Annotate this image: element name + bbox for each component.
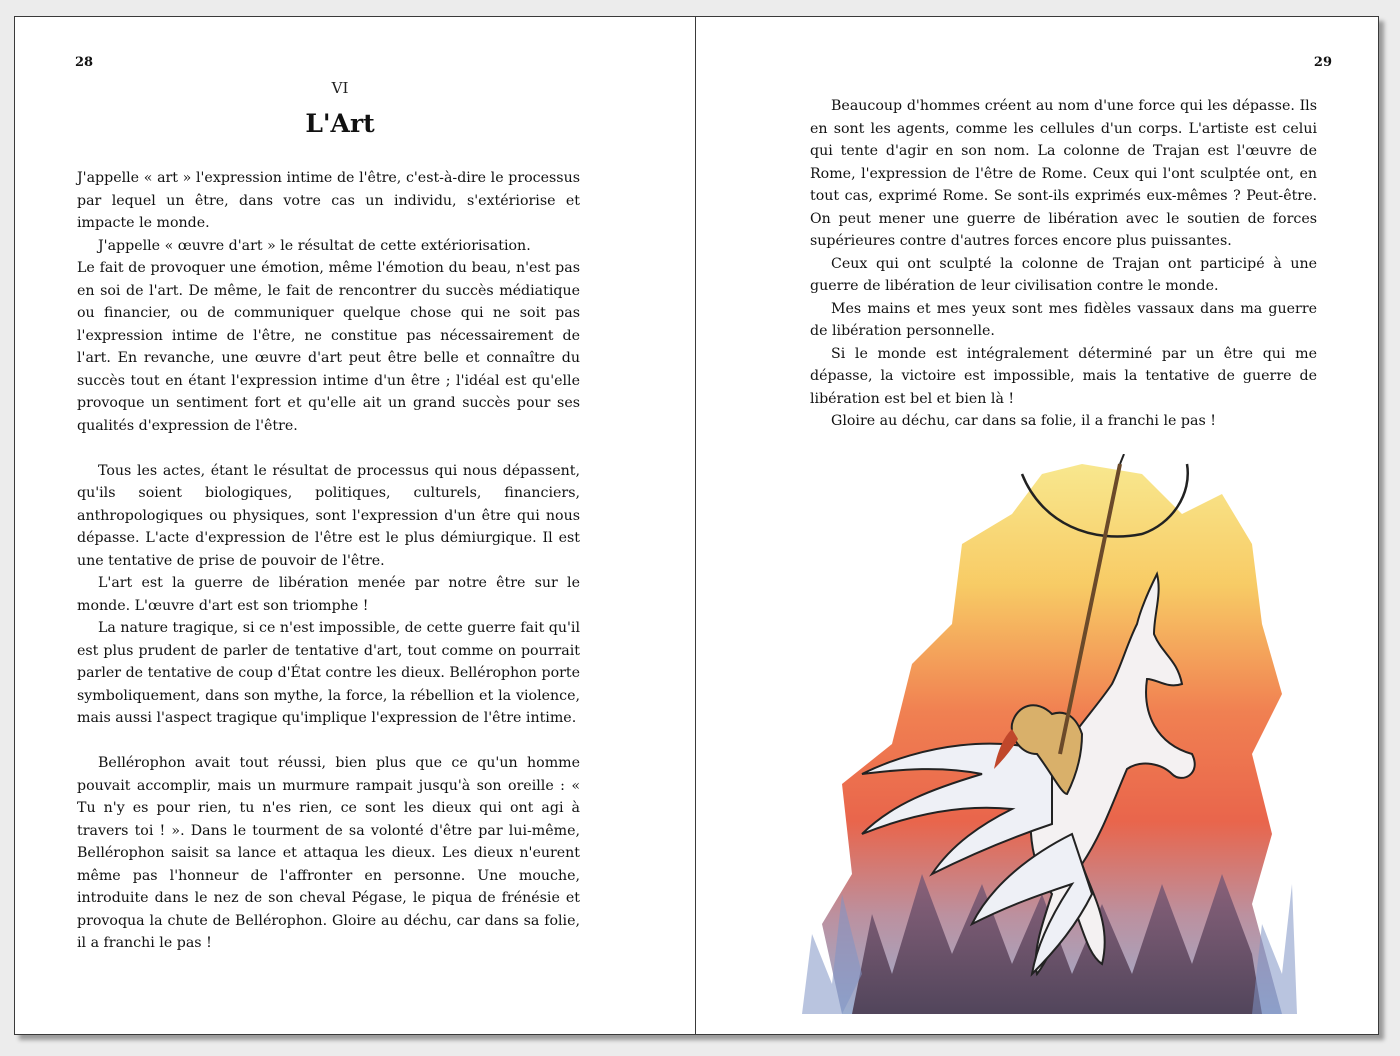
paragraph-gap [77, 437, 580, 460]
book-spread [14, 16, 1379, 1035]
page-number: 28 [75, 55, 94, 70]
right-page [696, 17, 1378, 1034]
paragraph: Gloire au déchu, car dans sa folie, il a franchi le pas ! [831, 413, 1216, 429]
paragraph: Bellérophon avait tout réussi, bien plus que ce qu'un homme pouvait accomplir, mais un murmure rampait jusqu'à son oreille : « Tu n'y es pour rien, tu n'es rien, ce sont les dieux qui ont agi à travers toi ! ». Dans le tourment de sa volonté d'être par lui-même, Bellérophon saisit sa lance et attaqua les dieux. Les dieux n'eurent même pas l'honneur de l'affronter en personne. Une mouche, introduite dans le nez de son cheval Pégase, le piqua de frénésie et provoqua la chute de Bellérophon. Gloire au déchu, car dans sa folie, il a franchi le pas ! [77, 755, 580, 951]
paragraph: Mes mains et mes yeux sont mes fidèles vassaux dans ma guerre de libération personnelle. [810, 300, 1317, 339]
paragraph-gap [77, 730, 580, 753]
chapter-number: VI [331, 79, 349, 97]
paragraph: L'art est la guerre de libération menée par notre être sur le monde. L'œuvre d'art est son triomphe ! [77, 575, 580, 614]
chapter-title: L'Art [305, 109, 375, 138]
paragraph: Beaucoup d'hommes créent au nom d'une force qui les dépasse. Ils en sont les agents, comme les cellules d'un corps. L'artiste est celui qui tente d'agir en son nom. La colonne de Trajan est l'œuvre de Rome, l'expression de l'être de Rome. Ceux qui l'ont sculptée ont, en tout cas, exprimé Rome. Se sont-ils exprimés eux-mêmes ? Peut-être. On peut mener une guerre de libération avec le soutien de forces supérieures contre d'autres forces encore plus puissantes. [810, 98, 1317, 249]
paragraph: Ceux qui ont sculpté la colonne de Trajan ont participé à une guerre de libération de leur civilisation contre le monde. [810, 255, 1317, 294]
left-page [15, 17, 695, 1034]
left-body-text [77, 167, 580, 955]
paragraph: La nature tragique, si ce n'est impossible, de cette guerre fait qu'il est plus prudent de parler de tentative d'art, tout comme on pourrait parler de tentative de coup d'État contre les dieux. Bellérophon porte symboliquement, dans son mythe, la force, la rébellion et la violence, mais aussi l'aspect tragique qu'implique l'expression de l'être intime. [77, 620, 580, 726]
right-body-text [810, 95, 1317, 433]
page-number: 29 [1313, 55, 1332, 70]
bellerophon-illustration [782, 454, 1302, 1024]
paragraph: Si le monde est intégralement déterminé par un être qui me dépasse, la victoire est impossible, mais la tentative de guerre de libération est bel et bien là ! [810, 345, 1317, 407]
paragraph: Tous les actes, étant le résultat de processus qui nous dépassent, qu'ils soient biologiques, politiques, culturels, financiers, anthropologiques ou physiques, sont l'expression d'un être qui nous dépasse. L'acte d'expression de l'être est le plus démiurgique. Il est une tentative de prise de pouvoir de l'être. [77, 462, 580, 569]
paragraph: J'appelle « œuvre d'art » le résultat de cette extériorisation. [98, 237, 531, 254]
paragraph: J'appelle « art » l'expression intime de l'être, c'est-à-dire le processus par lequel un être, dans votre cas un individu, s'extériorise et impacte le monde. [77, 170, 580, 231]
paragraph: Le fait de provoquer une émotion, même l'émotion du beau, n'est pas en soi de l'art. De même, le fait de rencontrer du succès médiatique ou financier, ou de communiquer quelque chose qui ne soit pas l'expression intime de l'être, ne constitue pas nécessairement de l'art. En revanche, une œuvre d'art peut être belle et connaître du succès tout en étant l'expression intime d'un être ; l'idéal est qu'elle provoque un sentiment fort et qu'elle ait un grand succès pour ses qualités d'expression de l'être. [77, 260, 580, 434]
